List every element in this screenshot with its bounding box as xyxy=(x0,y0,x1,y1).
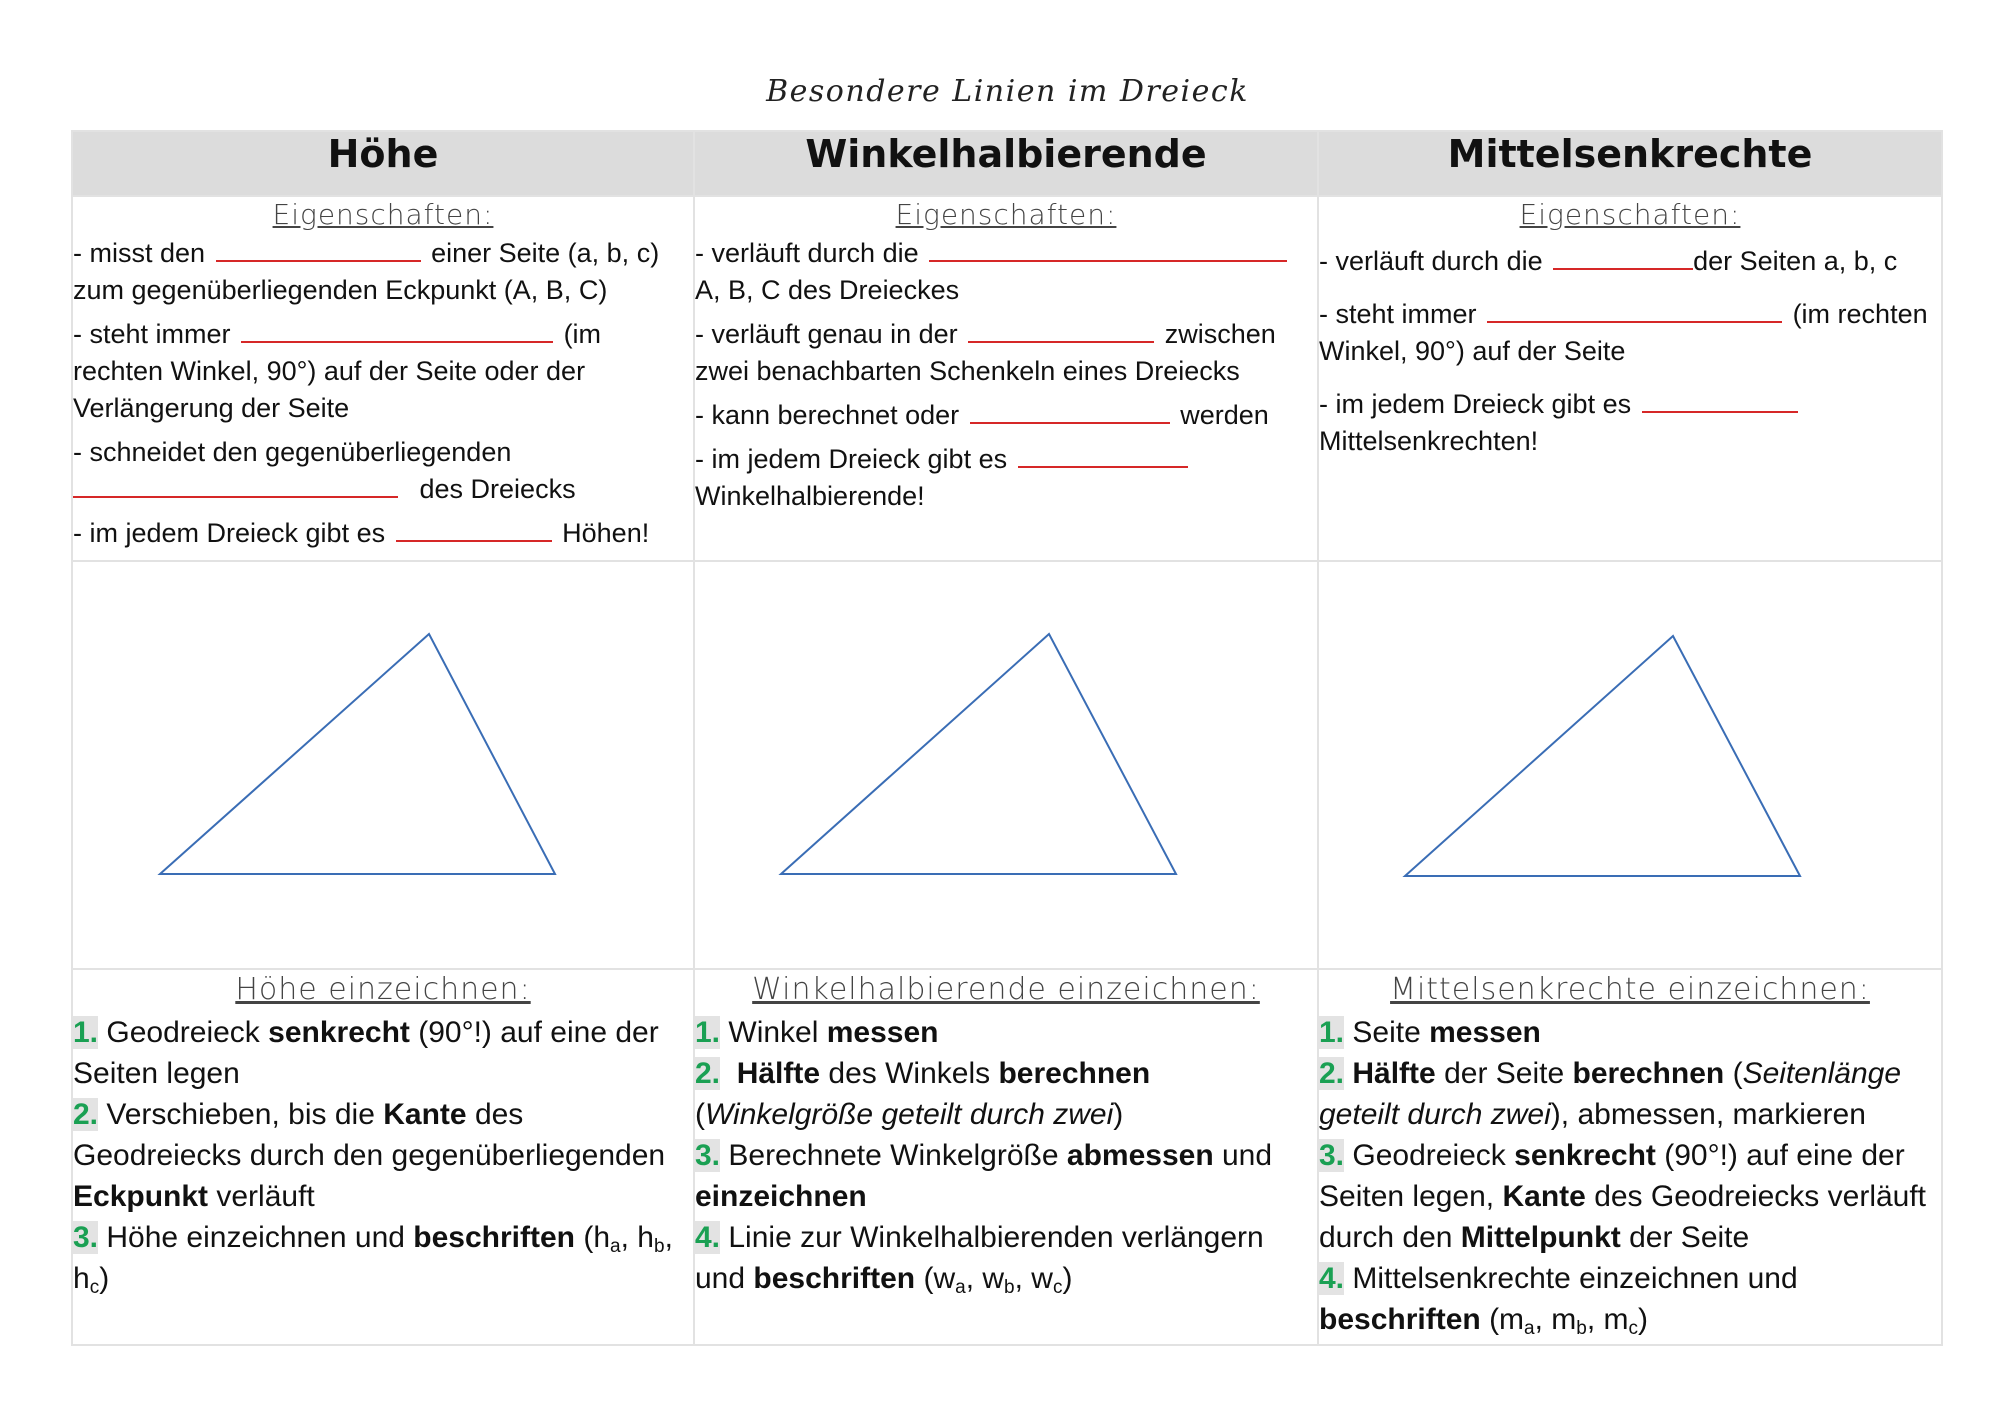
property-item: - verläuft genau in der zwischen zwei benachbarten Schenkeln eines Dreiecks xyxy=(695,319,1276,386)
triangle-figure xyxy=(695,562,1317,966)
step-item: 4. Mittelsenkrechte einzeichnen und beschriften ($m_a$, $m_b$, $m_c$) xyxy=(1319,1262,1798,1339)
step-item: 1. Winkel messen xyxy=(695,1016,939,1049)
triangle-figure xyxy=(1319,562,1941,966)
header-row xyxy=(72,131,1942,196)
steps-heading: Höhe einzeichnen: xyxy=(235,972,531,1007)
properties-heading: Eigenschaften: xyxy=(1519,198,1741,231)
property-item: - im jedem Dreieck gibt es Höhen! xyxy=(73,518,650,548)
properties-cell-mittelsenkrechte xyxy=(1318,196,1942,561)
steps-heading: Mittelsenkrechte einzeichnen: xyxy=(1390,972,1870,1007)
property-item: - steht immer (im rechten Winkel, 90°) auf der Seite xyxy=(1319,299,1928,366)
page-title: Besondere Linien im Dreieck xyxy=(766,74,1249,109)
property-item: - schneidet den gegenüberliegenden des Dreiecks xyxy=(73,437,576,504)
property-item: - misst den einer Seite (a, b, c) zum gegenüberliegenden Eckpunkt (A, B, C) xyxy=(73,238,660,305)
property-item: - verläuft durch die A, B, C des Dreieckes xyxy=(695,235,1317,309)
triangle-row xyxy=(72,561,1942,969)
fill-in-blank[interactable] xyxy=(1018,444,1188,468)
steps-cell-hoehe xyxy=(72,969,694,1345)
properties-cell-winkelhalbierende xyxy=(694,196,1318,561)
steps-cell-winkelhalbierende xyxy=(694,969,1318,1345)
drawing-cell-hoehe[interactable] xyxy=(72,561,694,969)
property-item: - steht immer (im rechten Winkel, 90°) auf der Seite oder der Verlängerung der Seite xyxy=(73,319,602,423)
step-item: 4. Linie zur Winkelhalbierenden verlängern und beschriften ($w_a$, $w_b$, $w_c$) xyxy=(695,1221,1264,1298)
step-item: 2. Hälfte des Winkels berechnen (Winkelgröße geteilt durch zwei) xyxy=(695,1057,1151,1131)
triangle-shape xyxy=(160,634,555,874)
triangle-figure xyxy=(73,562,693,966)
step-item: 2. Verschieben, bis die Kante des Geodreiecks durch den gegenüberliegenden Eckpunkt verläuft xyxy=(73,1098,666,1213)
properties-heading: Eigenschaften: xyxy=(895,198,1117,231)
steps-heading: Winkelhalbierende einzeichnen: xyxy=(752,972,1260,1007)
triangle-shape xyxy=(1405,636,1800,876)
step-item: 3. Geodreieck senkrecht (90°!) auf eine der Seiten legen, Kante des Geodreiecks verläuft durch den Mittelpunkt der Seite xyxy=(1319,1139,1927,1254)
steps-cell-mittelsenkrechte xyxy=(1318,969,1942,1345)
fill-in-blank[interactable] xyxy=(968,319,1154,343)
fill-in-blank[interactable] xyxy=(1487,299,1782,323)
step-item: 3. Höhe einzeichnen und beschriften ($h_a$, $h_b$, $h_c$) xyxy=(73,1221,673,1298)
fill-in-blank[interactable] xyxy=(929,238,1287,262)
property-item: - im jedem Dreieck gibt es Winkelhalbierende! xyxy=(695,441,1317,515)
step-item: 3. Berechnete Winkelgröße abmessen und einzeichnen xyxy=(695,1139,1273,1213)
steps-row xyxy=(72,969,1942,1345)
step-item: 1. Seite messen xyxy=(1319,1016,1541,1049)
fill-in-blank[interactable] xyxy=(970,400,1170,424)
property-item: - kann berechnet oder werden xyxy=(695,400,1269,430)
drawing-cell-winkelhalbierende[interactable] xyxy=(694,561,1318,969)
fill-in-blank[interactable] xyxy=(1642,389,1798,413)
header-mittelsenkrechte: Mittelsenkrechte xyxy=(1318,131,1942,196)
triangle-shape xyxy=(781,634,1176,874)
property-item: - verläuft durch die der Seiten a, b, c xyxy=(1319,246,1898,276)
worksheet-table xyxy=(71,130,1943,1346)
fill-in-blank[interactable] xyxy=(396,518,552,542)
properties-cell-hoehe xyxy=(72,196,694,561)
fill-in-blank[interactable] xyxy=(241,319,553,343)
fill-in-blank[interactable] xyxy=(1553,246,1693,270)
drawing-cell-mittelsenkrechte[interactable] xyxy=(1318,561,1942,969)
header-winkelhalbierende: Winkelhalbierende xyxy=(694,131,1318,196)
header-hoehe: Höhe xyxy=(72,131,694,196)
step-item: 2. Hälfte der Seite berechnen (Seitenlänge geteilt durch zwei), abmessen, markieren xyxy=(1319,1057,1902,1131)
fill-in-blank[interactable] xyxy=(216,238,421,262)
fill-in-blank[interactable] xyxy=(73,474,398,498)
step-item: 1. Geodreieck senkrecht (90°!) auf eine der Seiten legen xyxy=(73,1016,659,1090)
properties-row xyxy=(72,196,1942,561)
property-item: - im jedem Dreieck gibt es Mittelsenkrechten! xyxy=(1319,386,1941,460)
properties-heading: Eigenschaften: xyxy=(272,198,494,231)
